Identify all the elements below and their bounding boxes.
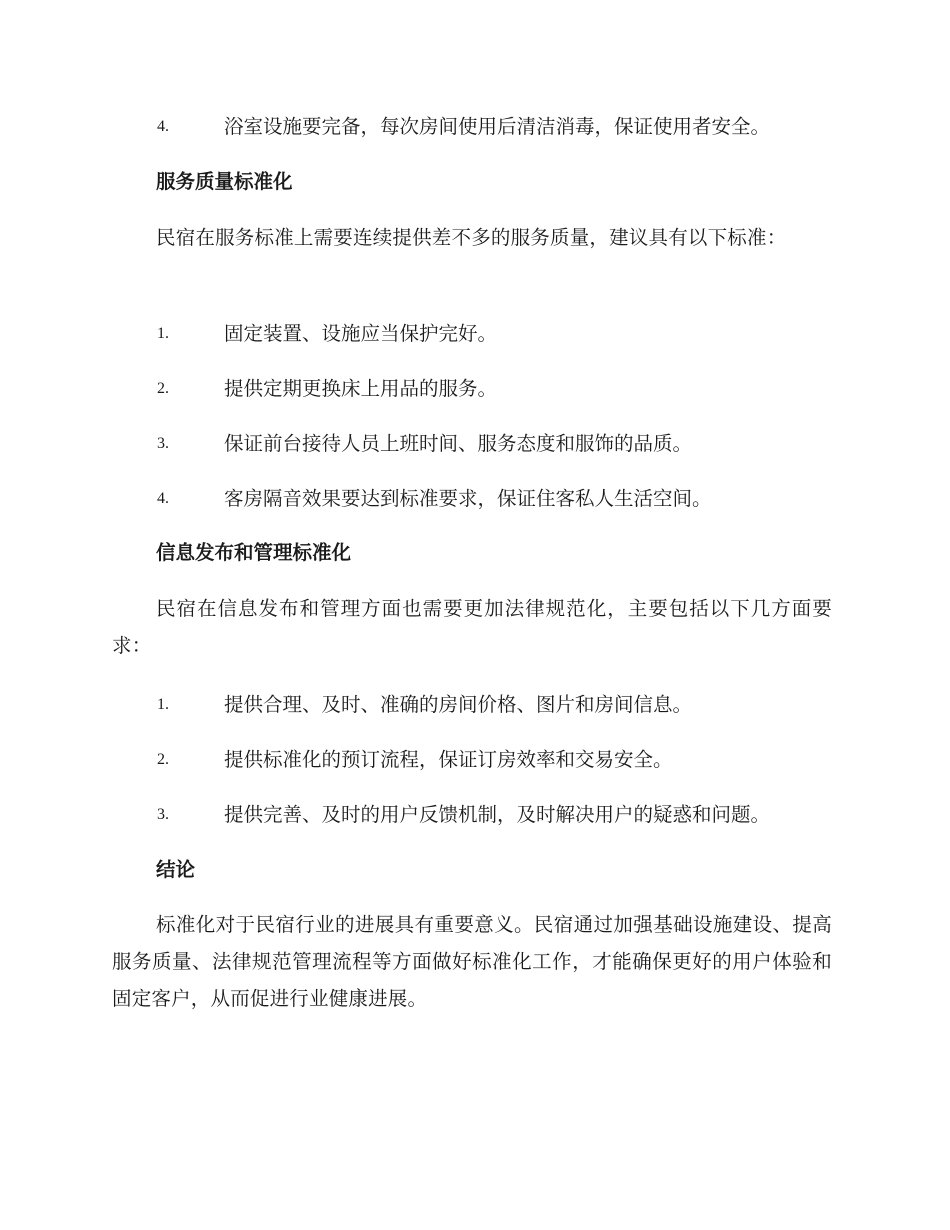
- list-text: 固定装置、设施应当保护完好。: [224, 322, 498, 345]
- conclusion-paragraph: 标准化对于民宿行业的进展具有重要意义。民宿通过加强基础设施建设、提高服务质量、法律规范管理流程等方面做好标准化工作，才能确保更好的用户体验和固定客户，从而促进行业健康进展。: [112, 913, 832, 1010]
- list-text: 提供定期更换床上用品的服务。: [224, 377, 498, 400]
- list-text: 客房隔音效果要达到标准要求，保证住客私人生活空间。: [224, 487, 712, 510]
- section-heading-conclusion: 结论: [156, 858, 196, 881]
- list-number: 3.: [157, 806, 169, 823]
- list-item: [112, 800, 832, 830]
- list-text: 提供完善、及时的用户反馈机制，及时解决用户的疑惑和问题。: [224, 803, 771, 826]
- list-item: [112, 745, 832, 775]
- list-item: [112, 112, 832, 142]
- list-number: 2.: [157, 380, 169, 397]
- section-heading-info: 信息发布和管理标准化: [156, 541, 352, 564]
- list-item: [112, 690, 832, 720]
- list-number: 4.: [157, 490, 169, 507]
- list-number: 4.: [157, 118, 169, 135]
- list-number: 2.: [157, 751, 169, 768]
- list-item: [112, 319, 832, 349]
- list-number: 1.: [157, 696, 169, 713]
- section-heading-service: 服务质量标准化: [156, 170, 293, 193]
- list-text: 浴室设施要完备，每次房间使用后清洁消毒，保证使用者安全。: [224, 115, 771, 138]
- list-text: 提供合理、及时、准确的房间价格、图片和房间信息。: [224, 693, 693, 716]
- list-number: 1.: [157, 325, 169, 342]
- list-number: 3.: [157, 435, 169, 452]
- list-text: 提供标准化的预订流程，保证订房效率和交易安全。: [224, 748, 673, 771]
- list-item: [112, 374, 832, 404]
- list-item: [112, 484, 832, 514]
- list-text: 保证前台接待人员上班时间、服务态度和服饰的品质。: [224, 432, 693, 455]
- list-item: [112, 429, 832, 459]
- info-intro-paragraph: 民宿在信息发布和管理方面也需要更加法律规范化，主要包括以下几方面要求：: [112, 597, 832, 657]
- service-intro-paragraph: 民宿在服务标准上需要连续提供差不多的服务质量，建议具有以下标准：: [156, 226, 787, 249]
